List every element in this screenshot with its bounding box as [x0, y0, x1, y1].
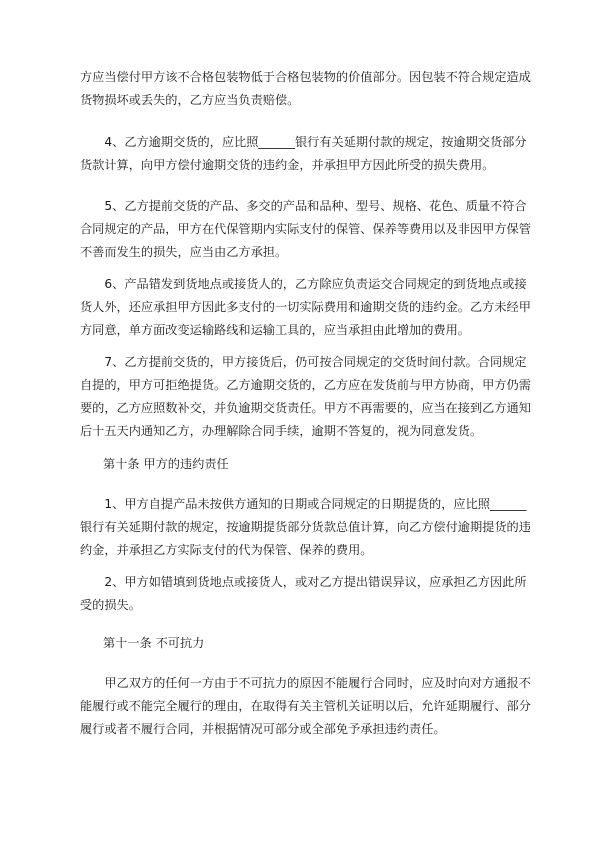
text-line: 不善而发生的损失，应当由乙方承担。	[80, 245, 288, 259]
text-line: 7、乙方提前交货的，甲方接货后，仍可按合同规定的交货时间付款。合同规定	[80, 355, 527, 369]
text-line: 6、产品错发到货地点或接货人的，乙方除应负责运交合同规定的到货地点或接	[80, 277, 527, 291]
text-line: 能履行或不能完全履行的理由，在取得有关主管机关证明以后，允许延期履行、部分	[80, 699, 531, 713]
section-heading-article-10: 第十条 甲方的违约责任	[103, 457, 229, 471]
text-line: 货款计算，向甲方偿付逾期交货的违约金，并承担甲方因此所受的损失费用。	[80, 158, 495, 172]
paragraph-clause-5-early-delivery	[80, 195, 531, 264]
paragraph-clause-4-late-delivery	[80, 131, 525, 177]
text-line: 方同意，单方面改变运输路线和运输工具的，应当承担由此增加的费用。	[80, 323, 470, 337]
paragraph-clause-7-acceptance	[80, 351, 531, 443]
text-line: 货物损坏或丢失的，乙方应当负责赔偿。	[80, 93, 300, 107]
text-line: 受的损失。	[80, 598, 141, 612]
paragraph-buyer-clause-2	[80, 571, 525, 617]
text-line: 货人外，还应承担甲方因此多支付的一切实际费用和逾期交货的违约金。乙方未经甲	[80, 300, 531, 314]
text-line: 方应当偿付甲方该不合格包装物低于合格包装物的价值部分。因包装不符合规定造成	[80, 70, 531, 84]
paragraph-clause-6-misdelivery	[80, 273, 531, 342]
text-line: 合同规定的产品，甲方在代保管期内实际支付的保管、保养等费用以及非因甲方保管	[80, 222, 531, 236]
text-line: 自提的，甲方可拒绝提货。乙方逾期交货的，乙方应在发货前与甲方协商，甲方仍需	[80, 378, 531, 392]
text-line: 1、甲方自提产品未按供方通知的日期或合同规定的日期提货的，应比照______	[80, 497, 527, 511]
text-line: 约金，并承担乙方实际支付的代为保管、保养的费用。	[80, 543, 373, 557]
text-line: 履行或者不履行合同，并根据情况可部分或全部免予承担违约责任。	[80, 722, 446, 736]
text-line: 甲乙双方的任何一方由于不可抗力的原因不能履行合同时，应及时向对方通报不	[80, 676, 531, 690]
section-heading-article-11: 第十一条 不可抗力	[103, 636, 205, 650]
text-line: 后十五天内通知乙方，办理解除合同手续，逾期不答复的，视为同意发货。	[80, 424, 483, 438]
text-line: 2、甲方如错填到货地点或接货人，或对乙方提出错误异议，应承担乙方因此所	[80, 575, 527, 589]
text-line: 银行有关延期付款的规定，按逾期提货部分货款总值计算，向乙方偿付逾期提货的违	[80, 520, 531, 534]
paragraph-force-majeure	[80, 672, 531, 741]
text-line: 要的，乙方应照数补交，并负逾期交货责任。甲方不再需要的，应当在接到乙方通知	[80, 401, 531, 415]
text-line: 5、乙方提前交货的产品、多交的产品和品种、型号、规格、花色、质量不符合	[80, 199, 527, 213]
paragraph-packaging-compensation	[80, 66, 531, 112]
text-line: 4、乙方逾期交货的，应比照______银行有关延期付款的规定，按逾期交货部分	[80, 135, 527, 149]
paragraph-buyer-clause-1	[80, 493, 531, 562]
